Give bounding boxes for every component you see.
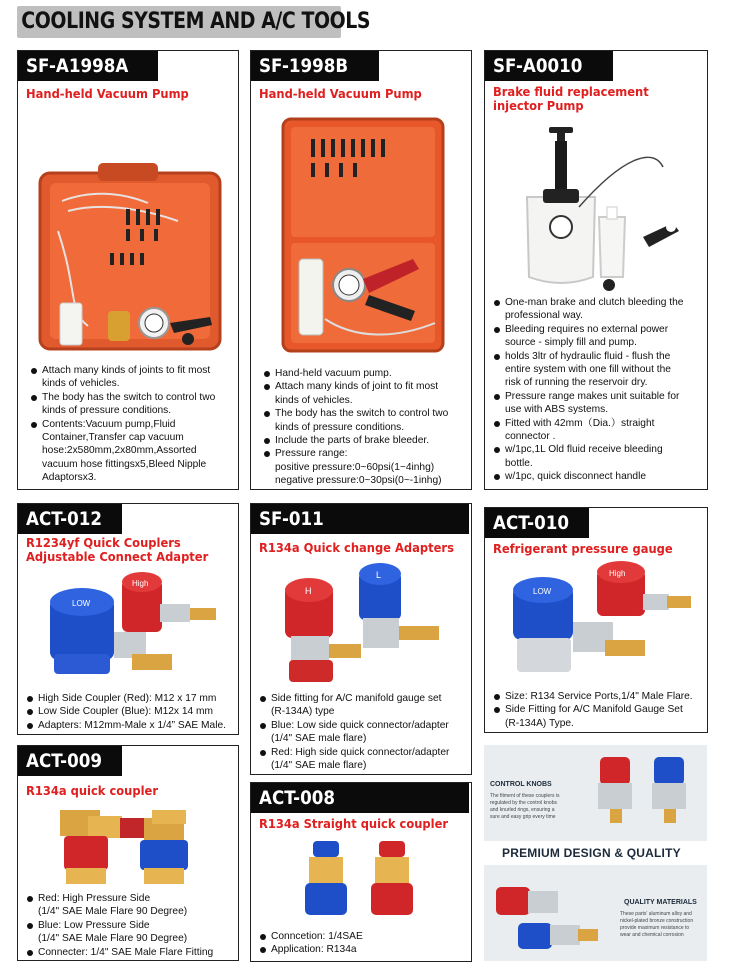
low-label: LOW	[533, 587, 552, 596]
spec-item: w/1pc, quick disconnect handle	[493, 470, 705, 483]
spec-item: w/1pc,1L Old fluid receive bleeding bottle.	[493, 443, 705, 470]
control-knobs-text: The fitment of these couplers is regulated by the control knobs and knurled rings, ensuring a sure and easy grip every time	[490, 793, 560, 820]
quality-materials-text: These parts' aluminum alloy and nickel-plated bronze construction provide maximum resistance to wear and chemical corrosion	[620, 911, 694, 938]
product-subtitle: R134a quick coupler	[26, 783, 159, 798]
spec-list	[259, 692, 471, 772]
product-subtitle: R134a Quick change Adapters	[259, 540, 454, 555]
spec-item: Pressure range makes unit suitable for use with ABS systems.	[493, 390, 705, 417]
spec-list	[26, 892, 238, 959]
promo-panel	[484, 745, 707, 961]
low-label: LOW	[72, 599, 91, 608]
product-code: SF-A1998A	[18, 51, 158, 81]
vacuum-pump-case-photo	[265, 109, 461, 409]
brake-bleeder-pump-photo	[513, 127, 683, 297]
r134a-quick-coupler-photo	[40, 802, 218, 886]
spec-item: Fitted with 42mm（Dia.）straight connector .	[493, 417, 705, 444]
coupler-photo-top	[588, 753, 703, 833]
spec-item: Connecter: 1/4" SAE Male Flare Fitting	[26, 946, 238, 959]
spec-item: Red: High Pressure Side (1/4" SAE Male Flare 90 Degree)	[26, 892, 238, 919]
quality-materials-title: QUALITY MATERIALS	[624, 899, 697, 906]
l-label: L	[376, 570, 382, 580]
vacuum-pump-kit-photo	[28, 111, 230, 406]
high-label: High	[132, 579, 149, 588]
spec-list	[263, 367, 468, 488]
refrigerant-couplers-photo	[505, 560, 697, 684]
product-card-sf-a0010	[484, 50, 708, 490]
spec-item: The body has the switch to control two kinds of pressure conditions.	[30, 391, 235, 418]
spec-item: Hand-held vacuum pump.	[263, 367, 468, 380]
spec-item: Application: R134a	[259, 943, 471, 956]
product-card-act-009	[17, 745, 239, 961]
spec-item: Conncetion: 1/4SAE	[259, 930, 471, 943]
product-card-act-010	[484, 507, 708, 733]
spec-item: The body has the switch to control two kinds of pressure conditions.	[263, 407, 468, 434]
h-label: H	[305, 586, 312, 596]
product-subtitle: Hand-held Vacuum Pump	[259, 86, 422, 101]
product-subtitle: Refrigerant pressure gauge	[493, 541, 673, 556]
spec-item: Blue: Low Pressure Side (1/4" SAE Male Flare 90 Degree)	[26, 919, 238, 946]
r134a-adapters-photo	[267, 560, 457, 690]
spec-item: Contents:Vacuum pump,Fluid Container,Transfer cap vacuum hose:2x580mm,2x80mm,Assorted vacuum hose fittingsx5,Bleed Nipple Adaptorsx3.	[30, 418, 235, 485]
spec-list	[259, 930, 471, 957]
spec-item: Include the parts of brake bleeder.	[263, 434, 468, 447]
spec-item: Side Fitting for A/C Manifold Gauge Set (R-134A) Type.	[493, 703, 707, 730]
spec-list	[26, 692, 238, 732]
spec-item: Attach many kinds of joints to fit most kinds of vehicles.	[30, 364, 235, 391]
product-code: ACT-009	[18, 746, 122, 776]
spec-item: Blue: Low side quick connector/adapter (1/4" SAE male flare)	[259, 719, 471, 746]
product-subtitle: R134a Straight quick coupler	[259, 816, 449, 831]
spec-list	[493, 690, 707, 730]
product-card-act-012	[17, 503, 239, 735]
spec-item: Adapters: M12mm-Male x 1/4” SAE Male.	[26, 719, 238, 732]
r1234yf-couplers-photo	[40, 568, 226, 686]
product-subtitle: Hand-held Vacuum Pump	[26, 86, 189, 101]
spec-list	[493, 296, 705, 484]
high-label: High	[609, 569, 626, 578]
control-knobs-title: CONTROL KNOBS	[490, 781, 552, 788]
product-code: ACT-012	[18, 504, 122, 534]
premium-banner-text: PREMIUM DESIGN & QUALITY	[502, 846, 681, 860]
spec-item: Size: R134 Service Ports,1/4" Male Flare.	[493, 690, 707, 703]
page-title	[17, 6, 371, 38]
straight-quick-coupler-photo	[291, 839, 431, 919]
product-subtitle: Brake fluid replacement injector Pump	[493, 84, 649, 113]
product-card-sf-011	[250, 503, 472, 775]
product-card-sf-1998b	[250, 50, 472, 490]
spec-item: High Side Coupler (Red): M12 x 17 mm	[26, 692, 238, 705]
spec-item: Red: High side quick connector/adapter (1/4" SAE male flare)	[259, 746, 471, 773]
spec-item: Pressure range: positive pressure:0~60psi(1~4inhg) negative pressure:0~30psi(0~-1inhg)	[263, 447, 468, 487]
page-title-text: COOLING SYSTEM AND A/C TOOLS	[21, 9, 371, 34]
coupler-photo-bottom	[488, 873, 608, 957]
product-subtitle: R1234yf Quick Couplers Adjustable Connect Adapter	[26, 535, 209, 564]
spec-list	[30, 364, 235, 485]
spec-item: Side fitting for A/C manifold gauge set (R-134A) type	[259, 692, 471, 719]
product-code: SF-1998B	[251, 51, 379, 81]
product-code: ACT-008	[251, 783, 469, 813]
product-code: SF-A0010	[485, 51, 613, 81]
spec-item: holds 3ltr of hydraulic fluid - flush the entire system with one fill without the risk of running the reservoir dry.	[493, 350, 705, 390]
spec-item: Bleeding requires no external power source - simply fill and pump.	[493, 323, 705, 350]
spec-item: Attach many kinds of joint to fit most kinds of vehicles.	[263, 380, 468, 407]
product-code: SF-011	[251, 504, 469, 534]
spec-item: One-man brake and clutch bleeding the professional way.	[493, 296, 705, 323]
product-card-sf-a1998a	[17, 50, 239, 490]
spec-item: Low Side Coupler (Blue): M12x 14 mm	[26, 705, 238, 718]
product-code: ACT-010	[485, 508, 589, 538]
product-card-act-008	[250, 782, 472, 962]
